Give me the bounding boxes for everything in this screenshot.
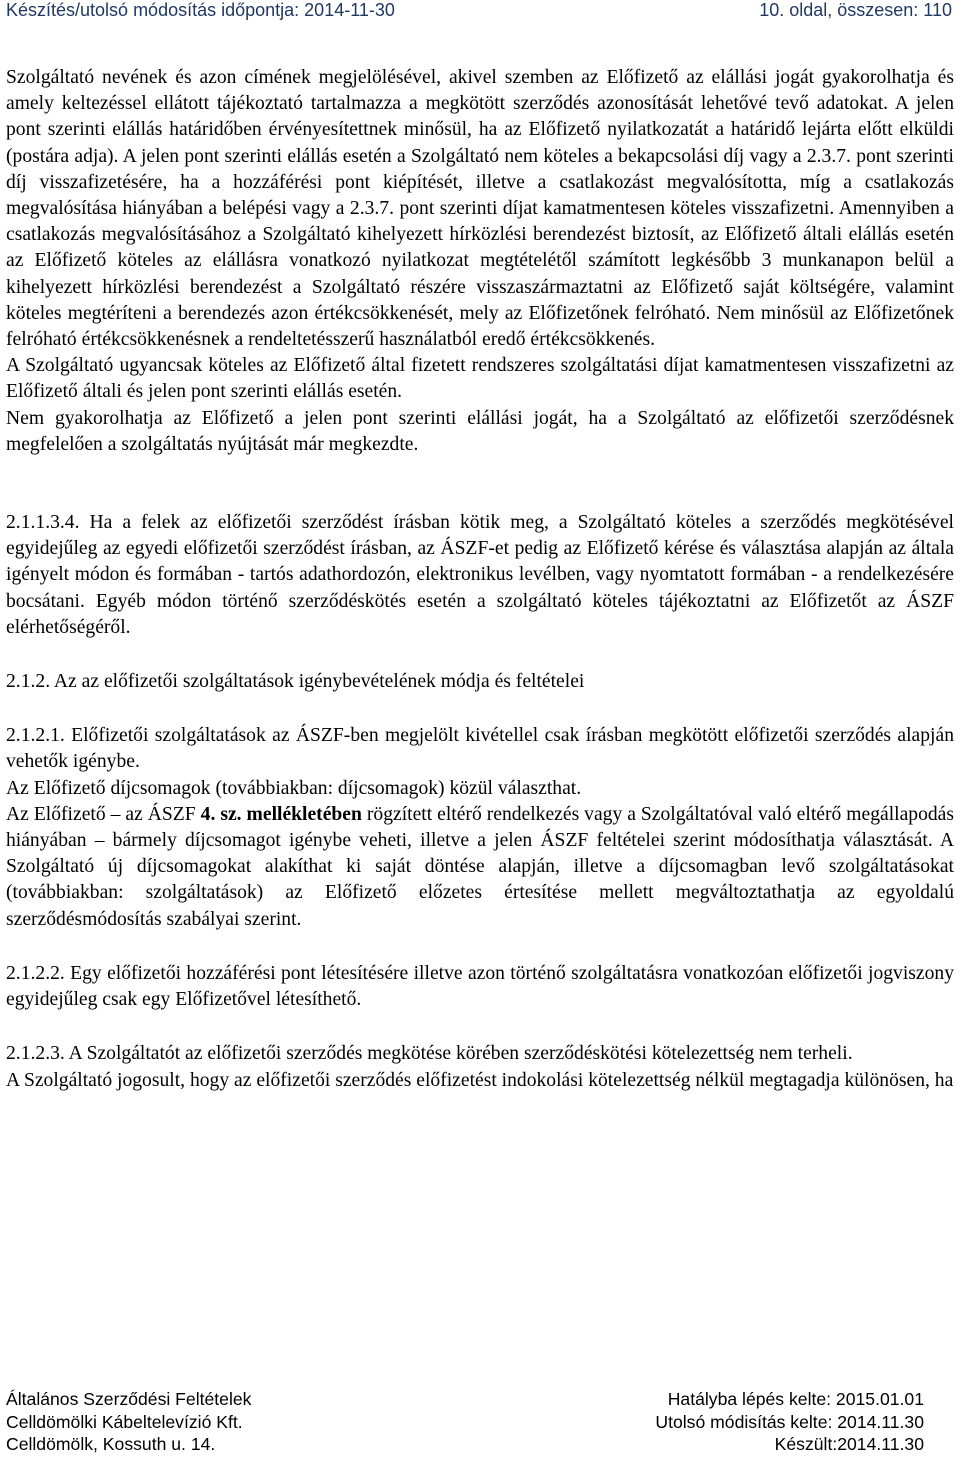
paragraph-refusal-rights: A Szolgáltató jogosult, hogy az előfizetői szerződés előfizetést indokolási kötelezettség nélkül megtagadja különösen, ha [6, 1069, 954, 1091]
paragraph-refund-fees: A Szolgáltató ugyancsak köteles az Előfizető által fizetett rendszeres szolgáltatási díjat kamatmentesen visszafizetni az Előfizető általi és jelen pont szerinti elállás esetén. [6, 355, 954, 403]
paragraph-2-1-2-3: 2.1.2.3. A Szolgáltatót az előfizetői szerződés megkötése körében szerződéskötési kötelezettség nem terheli. [6, 1043, 853, 1065]
footer-created-date: Készült:2014.11.30 [774, 1434, 924, 1454]
package-rules-intro: Az Előfizető – az ÁSZF [6, 803, 201, 825]
annex-number: 4. sz. [200, 803, 242, 825]
paragraph-no-withdrawal: Nem gyakorolhatja az Előfizető a jelen pont szerinti elállási jogát, ha a Szolgáltató az előfizetői szerződésnek megfelelően a szolgáltatás nyújtását már megkezdte. [6, 407, 954, 455]
paragraph-2-1-2-1: 2.1.2.1. Előfizetői szolgáltatások az ÁSZF-ben megjelölt kivétellel csak írásban megkötött előfizetői szerződés alapján vehetők igénybe. [6, 725, 954, 773]
footer-company-name: Celldömölki Kábeltelevízió Kft. [6, 1411, 243, 1432]
revision-date-label: Készítés/utolsó módosítás időpontja: 2014-11-30 [6, 0, 395, 20]
paragraph-withdrawal-terms: Szolgáltató nevének és azon címének megjelölésével, akivel szemben az Előfizető az elállási jogát gyakorolhatja és amely keltezéssel ellátott tájékoztató tartalmazza a megkötött szerződés azonosítását lehetővé tevő adatokat. A jelen pont szerinti elállás határidőben érvényesítettnek minősül, ha az Előfizető nyilatkozatát a határidő lejárta előtt elküldi (postára adja). A jelen pont szerinti elállás esetén a Szolgáltató nem köteles a bekapcsolási díj vagy a 2.3.7. pont szerinti díj visszafizetésére, ha a hozzáférési pont kiépítését, illetve a csatlakozást megvalósította, míg a csatlakozás megvalósítása hiányában a belépési vagy a 2.3.7. pont szerinti díjat kamatmentesen köteles visszafizetni. Amennyiben a csatlakozás megvalósításához a Szolgáltató kihelyezett hírközlési berendezést biztosít, az Előfizető általi elállás esetén az Előfizető köteles az elállásra vonatkozó nyilatkozat megtételétől számított legkésőbb 3 munkanapon belül a kihelyezett hírközlési berendezést a Szolgáltató részére visszaszármaztatni az Előfizető saját költségére, valamint köteles megtéríteni a berendezés azon értékcsökkenését, mely az Előfizetőnek felróható. Nem minősül az Előfizetőnek felróható értékcsökkenésnek a rendeltetésszerű használatból eredő értékcsökkenés. [6, 67, 954, 351]
page-number-label: 10. oldal, összesen: 110 [759, 0, 952, 20]
package-rules-text: rögzített eltérő rendelkezés vagy a Szolgáltatóval való eltérő megállapodás hiányában – bármely díjcsomagot igénybe veheti, illetve a jelen ÁSZF feltételei szerint módosíthatja választását. A Szolgáltató új díjcsomagokat alakíthat ki saját döntése alapján, illetve a díjcsomagban levő szolgáltatásokat (továbbiakban: szolgáltatások) az Előfizető előzetes értesítése mellett megváltoztathatja az egyoldalú szerződésmódosítás szabályai szerint. [6, 803, 954, 930]
paragraph-package-rules [6, 802, 954, 933]
section-heading-2-1-2: 2.1.2. Az az előfizetői szolgáltatások igénybevételének módja és feltételei [6, 671, 585, 693]
footer-address: Celldömölk, Kossuth u. 14. [6, 1434, 216, 1454]
paragraph-package-choice: Az Előfizető díjcsomagok (továbbiakban: díjcsomagok) közül választhat. [6, 777, 582, 799]
document-body [6, 65, 954, 1094]
page-header [6, 0, 952, 24]
footer-effective-date: Hatályba lépés kelte: 2015.01.01 [667, 1389, 924, 1409]
annex-label: mellékletében [246, 803, 362, 825]
footer-document-title: Általános Szerződési Feltételek [6, 1389, 252, 1409]
footer-last-modified: Utolsó módisítás kelte: 2014.11.30 [655, 1411, 924, 1432]
paragraph-2-1-1-3-4: 2.1.1.3.4. Ha a felek az előfizetői szerződést írásban kötik meg, a Szolgáltató köteles a szerződés megkötésével egyidejűleg az egyedi előfizetői szerződést írásban, az ÁSZF-et pedig az Előfizető kérése és választása alapján az általa igényelt módon és formában - tartós adathordozón, elektronikus levélben, vagy nyomtatott formában - a rendelkezésére bocsátani. Egyéb módon történő szerződéskötés esetén a szolgáltató köteles tájékoztatni az Előfizetőt az ÁSZF elérhetőségéről. [6, 512, 954, 638]
paragraph-2-1-2-2: 2.1.2.2. Egy előfizetői hozzáférési pont létesítésére illetve azon történő szolgáltatásra vonatkozóan előfizetői jogviszony egyidejűleg csak egy Előfizetővel létesíthető. [6, 962, 954, 1011]
page-footer [6, 1388, 954, 1456]
